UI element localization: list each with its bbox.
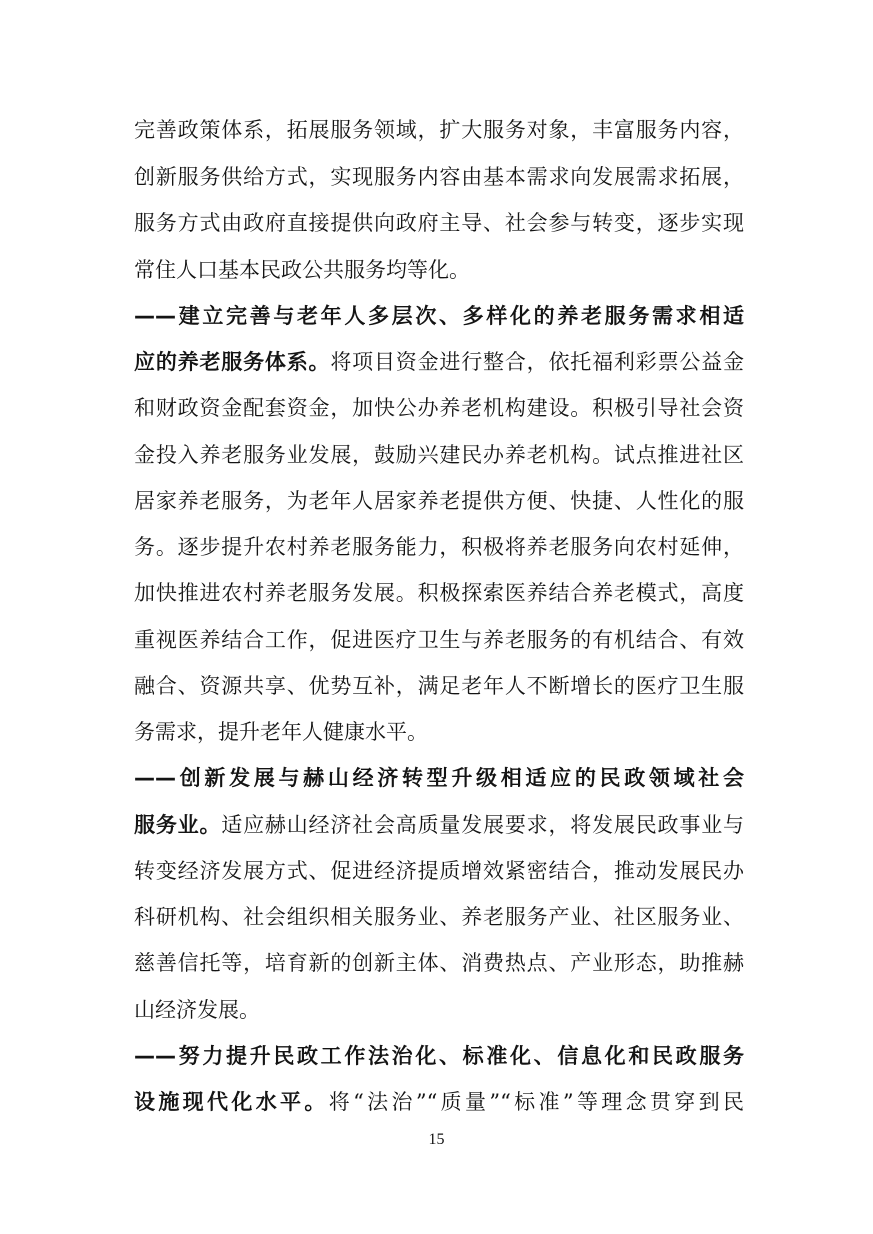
body-text-line xyxy=(134,347,744,377)
line-text: 完善政策体系，拓展服务领域，扩大服务对象，丰富服务内容， xyxy=(134,118,744,142)
line-text: 金投入养老服务业发展，鼓励兴建民办养老机构。试点推进社区 xyxy=(134,443,744,467)
body-text-line xyxy=(134,578,744,608)
body-text-line xyxy=(134,393,744,423)
body-text-line xyxy=(134,486,744,516)
body-text-line xyxy=(134,162,744,192)
body-text-line xyxy=(134,115,744,145)
line-text: 和财政资金配套资金，加快公办养老机构建设。积极引导社会资 xyxy=(134,396,744,420)
page-number: 15 xyxy=(428,1131,445,1148)
line-text: 服务方式由政府直接提供向政府主导、社会参与转变，逐步实现 xyxy=(134,211,744,235)
body-text-line xyxy=(134,810,744,840)
section-heading: ——创新发展与赫山经济转型升级相适应的民政领域社会 xyxy=(134,766,744,790)
line-text: 慈善信托等，培育新的创新主体、消费热点、产业形态，助推赫 xyxy=(134,951,744,975)
body-text-line xyxy=(134,255,744,285)
body-text-line xyxy=(134,440,744,470)
body-text-line xyxy=(134,948,744,978)
line-text: 加快推进农村养老服务发展。积极探索医养结合养老模式，高度 xyxy=(134,581,744,605)
section-heading: 应的养老服务体系。 xyxy=(134,350,331,374)
body-text-line xyxy=(134,532,744,562)
line-text: 将“法治”“质量”“标准”等理念贯穿到民 xyxy=(328,1090,744,1114)
body-text-line xyxy=(134,625,744,655)
section-heading: ——建立完善与老年人多层次、多样化的养老服务需求相适 xyxy=(134,304,744,328)
section-heading: ——努力提升民政工作法治化、标准化、信息化和民政服务 xyxy=(134,1044,744,1068)
line-text: 居家养老服务，为老年人居家养老提供方便、快捷、人性化的服 xyxy=(134,489,744,513)
line-text: 融合、资源共享、优势互补，满足老年人不断增长的医疗卫生服 xyxy=(134,674,744,698)
line-text: 创新服务供给方式，实现服务内容由基本需求向发展需求拓展， xyxy=(134,165,744,189)
body-text-line xyxy=(134,208,744,238)
body-text-line xyxy=(134,671,744,701)
line-text: 重视医养结合工作，促进医疗卫生与养老服务的有机结合、有效 xyxy=(134,628,744,652)
body-text-line xyxy=(134,995,744,1025)
line-text: 转变经济发展方式、促进经济提质增效紧密结合，推动发展民办 xyxy=(134,859,744,883)
body-text-line xyxy=(134,856,744,886)
section-heading-line xyxy=(134,1041,744,1071)
line-text: 山经济发展。 xyxy=(134,998,260,1022)
body-text-line xyxy=(134,1087,744,1117)
section-heading: 设施现代化水平。 xyxy=(134,1090,329,1114)
body-text-line xyxy=(134,902,744,932)
section-heading-line xyxy=(134,301,744,331)
body-text-line xyxy=(134,717,744,747)
section-heading: 服务业。 xyxy=(134,813,222,837)
line-text: 务需求，提升老年人健康水平。 xyxy=(134,720,428,744)
section-heading-line xyxy=(134,763,744,793)
line-text: 常住人口基本民政公共服务均等化。 xyxy=(134,258,470,282)
line-text: 务。逐步提升农村养老服务能力，积极将养老服务向农村延伸， xyxy=(134,535,744,559)
line-text: 适应赫山经济社会高质量发展要求，将发展民政事业与 xyxy=(221,813,744,837)
line-text: 将项目资金进行整合，依托福利彩票公益金 xyxy=(330,350,744,374)
line-text: 科研机构、社会组织相关服务业、养老服务产业、社区服务业、 xyxy=(134,905,744,929)
